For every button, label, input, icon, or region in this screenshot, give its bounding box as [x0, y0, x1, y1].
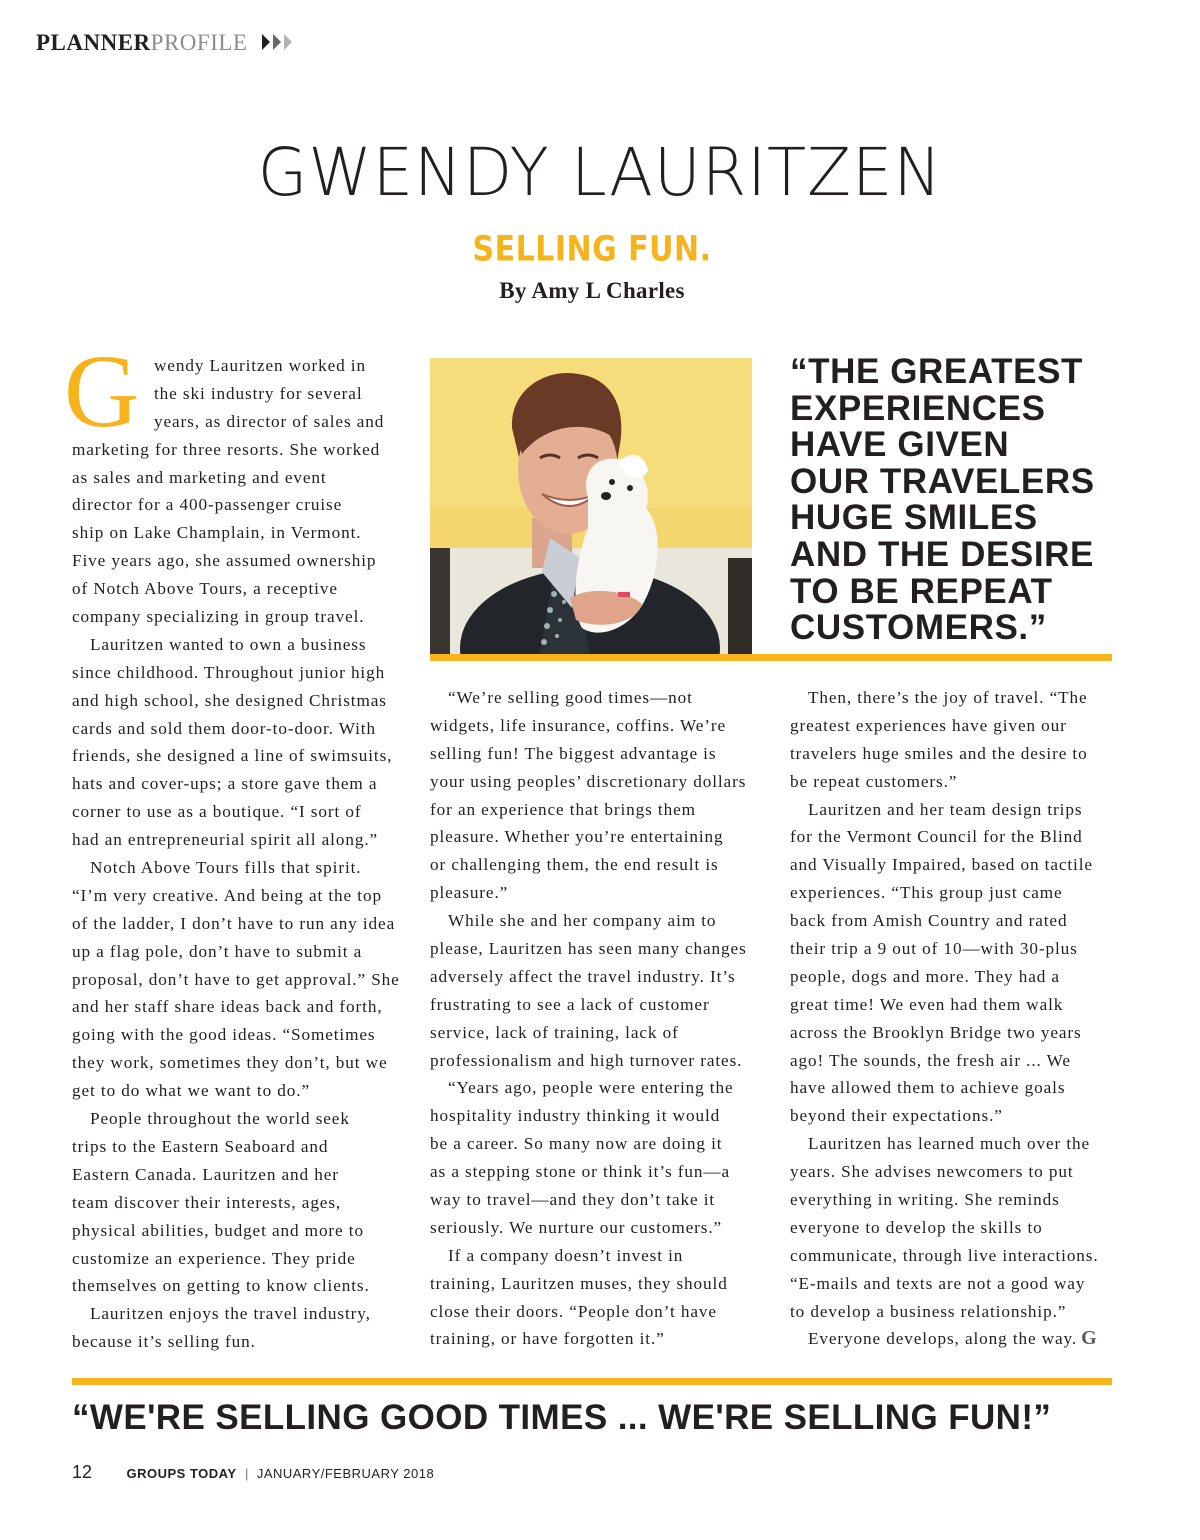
text-line: “We’re selling good times—not	[448, 688, 693, 707]
portrait-illustration	[430, 358, 752, 654]
drop-cap-lines	[72, 352, 402, 436]
text-line: widgets, life insurance, coffins. We’re	[430, 715, 727, 735]
pull-quote-line: OUR TRAVELERS	[790, 461, 1095, 501]
text-line: Five years ago, she assumed ownership	[72, 551, 377, 571]
portrait-photo	[430, 358, 752, 654]
text-line: pleasure.”	[430, 883, 509, 903]
text-line: going with the good ideas. “Sometimes	[72, 1025, 376, 1045]
text-line: Eastern Canada. Lauritzen and her	[72, 1164, 339, 1184]
text-line: have allowed them to achieve goals	[790, 1078, 1066, 1098]
text-line: adversely affect the travel industry. It’s	[430, 966, 736, 986]
column-1-lines	[72, 436, 402, 1356]
text-line: and Visually Impaired, based on tactile	[790, 855, 1093, 875]
pull-quote-line: “THE GREATEST	[790, 352, 1083, 391]
text-line: Notch Above Tours fills that spirit.	[90, 858, 362, 878]
text-line: While she and her company aim to	[448, 911, 717, 931]
text-line: director for a 400-passenger cruise	[72, 495, 343, 515]
text-line: as a stepping stone or think it’s fun—a	[430, 1162, 731, 1182]
text-line: ago! The sounds, the fresh air ... We	[790, 1050, 1071, 1070]
footer-separator: |	[244, 1466, 249, 1481]
text-line: of Notch Above Tours, a receptive	[72, 579, 338, 599]
text-line: everyone to develop the skills to	[790, 1217, 1043, 1237]
text-line: cards and sold them door-to-door. With	[72, 718, 376, 738]
pull-quote	[790, 354, 1120, 647]
text-line: for an experience that brings them	[430, 799, 696, 819]
text-line: greatest experiences have given our	[790, 715, 1067, 735]
text-line: experiences. “This group just came	[790, 883, 1063, 903]
text-line: hats and cover-ups; a store gave them a	[72, 774, 378, 794]
text-line: training, or have forgotten it.”	[430, 1329, 665, 1349]
text-line: friends, she designed a line of swimsuits,	[72, 746, 393, 766]
text-line: your using peoples’ discretionary dollars	[430, 771, 747, 791]
text-line: company specializing in group travel.	[72, 607, 365, 627]
page-number: 12	[72, 1462, 93, 1482]
text-line: people, dogs and more. They had a	[790, 966, 1060, 986]
text-line: proposal, don’t have to get approval.” She	[72, 969, 400, 989]
pull-quote-line: TO BE REPEAT	[790, 571, 1053, 611]
text-line: trips to the Eastern Seaboard and	[72, 1136, 329, 1156]
accent-rule-bottom	[72, 1378, 1112, 1385]
text-line: travelers huge smiles and the desire to	[790, 743, 1088, 763]
text-line: If a company doesn’t invest in	[448, 1245, 684, 1265]
section-header-bold: PLANNER	[36, 30, 151, 55]
text-line: get to do what we want to do.”	[72, 1081, 310, 1101]
page-footer	[72, 1462, 434, 1483]
text-line: had an entrepreneurial spirit all along.”	[72, 830, 379, 850]
end-mark-icon: G	[1081, 1327, 1098, 1350]
article-title: GWENDY LAURITZEN	[257, 134, 943, 211]
text-line: and high school, she designed Christmas	[72, 690, 387, 710]
text-line: since childhood. Throughout junior high	[72, 662, 386, 682]
text-line: be repeat customers.”	[790, 771, 958, 791]
pull-quote-line: AND THE DESIRE	[790, 534, 1094, 574]
text-line: of the ladder, I don’t have to run any idea	[72, 913, 396, 933]
text-line: customize an experience. They pride	[72, 1248, 356, 1268]
section-header	[36, 30, 296, 56]
text-line: years, as director of sales and	[154, 411, 385, 431]
pull-quote-line: CUSTOMERS.”	[790, 608, 1047, 648]
bottom-pull-quote: “WE'RE SELLING GOOD TIMES ... WE'RE SELLING FUN!”	[72, 1398, 1052, 1437]
text-line: Lauritzen has learned much over the	[808, 1134, 1091, 1154]
text-line: for the Vermont Council for the Blind	[790, 827, 1083, 847]
body-column-1	[72, 352, 402, 1356]
text-line: “Years ago, people were entering the	[448, 1078, 734, 1098]
accent-rule-top	[430, 654, 1112, 661]
text-line: because it’s selling fun.	[72, 1332, 256, 1352]
text-line: team discover their interests, ages,	[72, 1192, 342, 1212]
text-line: seriously. We nurture our customers.”	[430, 1217, 723, 1237]
text-line: please, Lauritzen has seen many changes	[430, 939, 747, 959]
text-line: as sales and marketing and event	[72, 467, 327, 487]
text-line: beyond their expectations.”	[790, 1106, 1003, 1126]
text-line: Then, there’s the joy of travel. “The	[808, 688, 1088, 707]
byline: By Amy L Charles	[499, 278, 685, 303]
text-line: the ski industry for several	[154, 383, 363, 403]
text-line: their trip a 9 out of 10—with 30-plus	[790, 939, 1078, 959]
text-line: or challenging them, the end result is	[430, 855, 719, 875]
text-line: Everyone develops, along the way. G	[808, 1327, 1098, 1350]
text-line: way to travel—and they don’t take it	[430, 1190, 716, 1210]
text-line: Lauritzen wanted to own a business	[90, 634, 367, 654]
text-line: “E-mails and texts are not a good way	[790, 1273, 1086, 1293]
text-line: hospitality industry thinking it would	[430, 1106, 721, 1126]
text-line: up a flag pole, don’t have to submit a	[72, 941, 363, 961]
text-line: Lauritzen enjoys the travel industry,	[90, 1304, 371, 1324]
text-line: back from Amish Country and rated	[790, 911, 1068, 931]
text-line: themselves on getting to know clients.	[72, 1276, 370, 1296]
publication-name: GROUPS TODAY	[126, 1466, 237, 1481]
text-line: selling fun! The biggest advantage is	[430, 743, 717, 763]
text-line: professionalism and high turnover rates.	[430, 1050, 743, 1070]
body-column-2	[430, 684, 760, 1353]
text-line: wendy Lauritzen worked in	[154, 356, 366, 375]
text-line: Lauritzen and her team design trips	[808, 799, 1083, 819]
text-line: across the Brooklyn Bridge two years	[790, 1022, 1082, 1042]
text-line: everything in writing. She reminds	[790, 1190, 1060, 1210]
text-line: great time! We even had them walk	[790, 994, 1064, 1014]
text-line: ship on Lake Champlain, in Vermont.	[72, 523, 362, 543]
text-line: training, Lauritzen muses, they should	[430, 1273, 728, 1293]
body-column-3	[790, 684, 1120, 1353]
text-line: “I’m very creative. And being at the top	[72, 885, 382, 905]
text-line: and her staff share ideas back and forth,	[72, 997, 383, 1017]
section-header-light: PROFILE	[150, 30, 248, 55]
pull-quote-line: HUGE SMILES	[790, 498, 1038, 538]
publication-issue: JANUARY/FEBRUARY 2018	[256, 1466, 435, 1481]
text-line: to develop a business relationship.”	[790, 1301, 1067, 1321]
article-subtitle: SELLING FUN.	[472, 229, 712, 270]
triple-arrow-icon	[262, 32, 296, 52]
text-line: pleasure. Whether you’re entertaining	[430, 827, 724, 847]
text-line: be a career. So many now are doing it	[430, 1134, 723, 1154]
text-line: People throughout the world seek	[90, 1109, 350, 1129]
drop-cap: G	[64, 334, 140, 449]
text-line: corner to use as a boutique. “I sort of	[72, 802, 362, 822]
text-line: physical abilities, budget and more to	[72, 1220, 364, 1240]
text-line: service, lack of training, lack of	[430, 1022, 679, 1042]
pull-quote-line: EXPERIENCES	[790, 388, 1046, 428]
text-line: they work, sometimes they don’t, but we	[72, 1053, 388, 1073]
pull-quote-line: HAVE GIVEN	[790, 425, 1010, 465]
text-line: years. She advises newcomers to put	[790, 1162, 1074, 1182]
text-line: close their doors. “People don’t have	[430, 1301, 717, 1321]
text-line: marketing for three resorts. She worked	[72, 439, 381, 459]
text-line: communicate, through live interactions.	[790, 1245, 1099, 1265]
text-line: frustrating to see a lack of customer	[430, 994, 710, 1014]
